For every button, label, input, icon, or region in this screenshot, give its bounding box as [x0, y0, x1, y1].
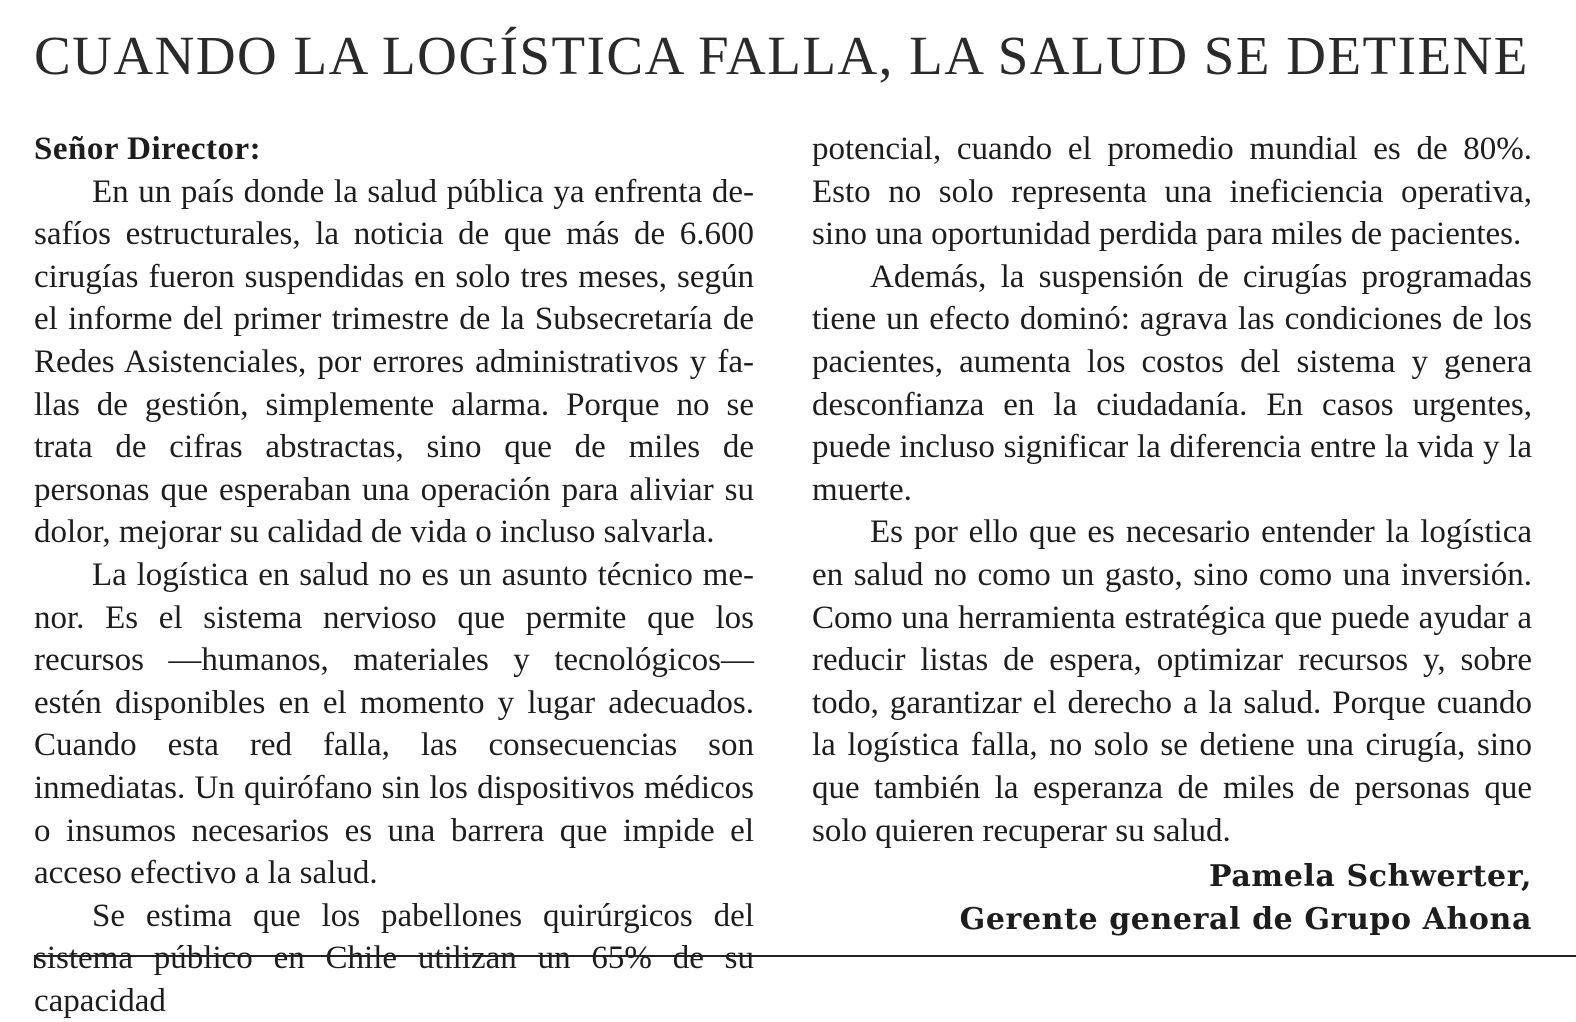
bottom-border-rule	[34, 955, 1576, 968]
paragraph: En un país donde la salud pública ya enfrenta desafíos estructurales, la noticia de que más de 6.600 cirugías fueron suspendidas en solo tres meses, según el informe del primer trimestre de la Subsecretaría de Redes Asistenciales, por errores administrativos y fallas de gestión, simplemente alarma. Porque no se trata de cifras abstractas, sino que de miles de personas que esperaban una operación para aliviar su dolor, mejorar su calidad de vida o incluso salvarla.	[34, 173, 754, 551]
column-right	[812, 128, 1532, 941]
salutation: Señor Director:	[34, 131, 262, 167]
author-name: Pamela Schwerter,	[1209, 859, 1532, 895]
author-title: Gerente general de Grupo Ahona	[959, 901, 1532, 937]
signature	[812, 856, 1532, 941]
paragraph: Además, la suspensión de cirugías programadas tiene un efecto dominó: agrava las condiciones de los pacientes, aumenta los costos del sistema y genera desconfianza en la ciudadanía. En casos urgentes, puede incluso significar la diferencia entre la vida y la muerte.	[812, 258, 1532, 508]
paragraph: Es por ello que es necesario entender la logística en salud no como un gasto, sino como una inversión. Como una herramienta estratégica que puede ayudar a reducir listas de espera, optimizar recursos y, sobre todo, garantizar el derecho a la salud. Porque cuando la logística falla, no solo se detiene una cirugía, sino que también la esperanza de miles de personas que solo quieren recuperar su salud.	[812, 514, 1532, 849]
headline: CUANDO LA LOGÍSTICA FALLA, LA SALUD SE DETIENE	[34, 25, 1529, 86]
paragraph-continued: potencial, cuando el promedio mundial es de 80%. Esto no solo representa una ineficiencia operativa, sino una oportunidad perdida para miles de pacientes.	[812, 131, 1532, 253]
paragraph: Se estima que los pabellones quirúrgicos del sistema público en Chile utilizan un 65% de su capacidad	[34, 897, 754, 1019]
paragraph: La logística en salud no es un asunto técnico menor. Es el sistema nervioso que permite que los recursos —humanos, materiales y tecnológicos— estén disponibles en el momento y lugar adecuados. Cuando esta red falla, las consecuencias son inmediatas. Un quirófano sin los dispositivos médicos o insumos necesarios es una barrera que impide el acceso efectivo a la salud.	[34, 556, 754, 892]
column-left	[34, 128, 754, 1022]
